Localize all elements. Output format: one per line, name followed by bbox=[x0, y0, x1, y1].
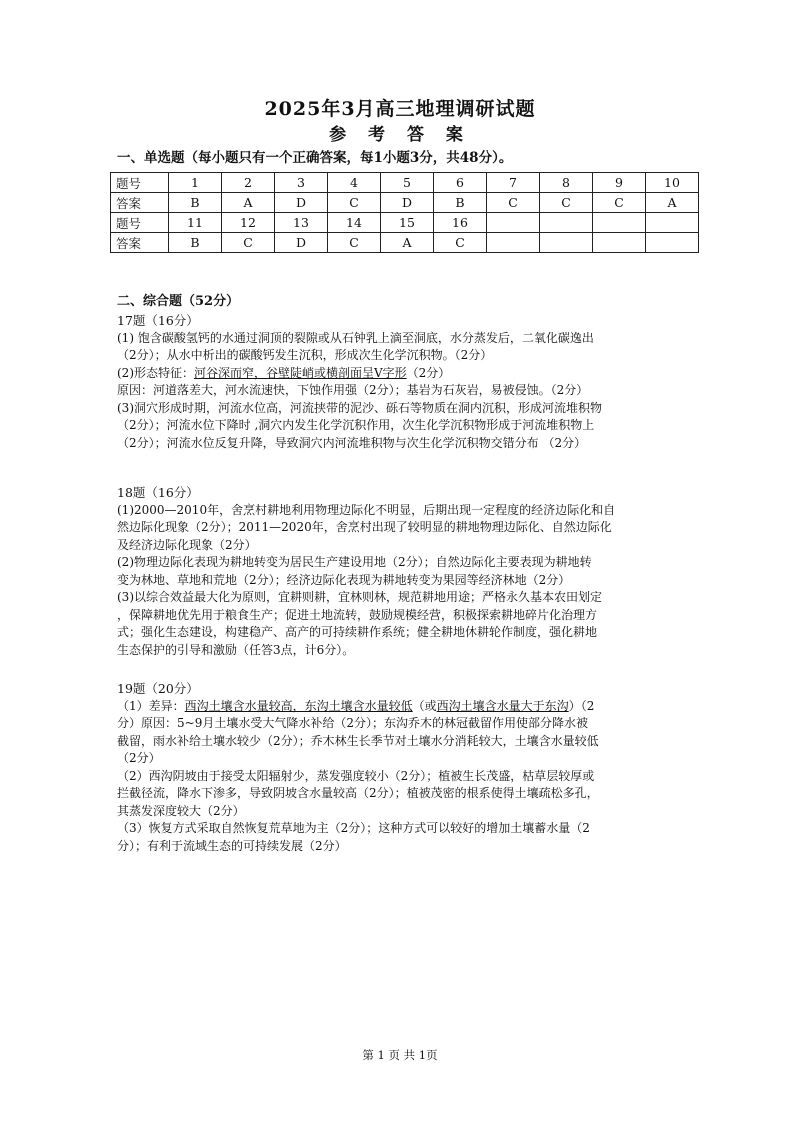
section2-heading: 二、综合题（52分） bbox=[117, 294, 240, 309]
answer-table-cell: 2 bbox=[222, 173, 275, 193]
answer-table-cell: D bbox=[275, 193, 328, 213]
answer-table-cell: B bbox=[169, 193, 222, 213]
question-19 bbox=[117, 680, 687, 855]
q17-line: （2分）；从水中析出的碳酸钙发生沉积，形成次生化学沉积物。（2分） bbox=[117, 348, 493, 362]
q19-line: （2）西沟阴坡由于接受太阳辐射少，蒸发强度较小（2分）；植被生长茂盛，枯草层较厚或 bbox=[117, 768, 595, 783]
question-18 bbox=[117, 484, 687, 659]
q19-line: （3）恢复方式采取自然恢复荒草地为主（2分）；这种方式可以较好的增加土壤蓄水量（2 bbox=[117, 821, 590, 835]
answer-table-cell: 6 bbox=[434, 173, 487, 193]
q19-line: （2分） bbox=[117, 751, 161, 765]
answer-table-cell: C bbox=[328, 233, 381, 253]
answer-table-cell: C bbox=[328, 193, 381, 213]
answer-table-cell bbox=[593, 233, 646, 253]
answer-table-cell bbox=[487, 213, 540, 233]
question-17 bbox=[117, 312, 687, 452]
answer-table-row-label: 题号 bbox=[111, 173, 169, 193]
answer-table-cell bbox=[540, 233, 593, 253]
answer-table-cell bbox=[646, 233, 699, 253]
q17-label: (2)形态特征： bbox=[117, 365, 194, 380]
q19-text: （或 bbox=[412, 698, 437, 713]
q17-line: (1) 饱含碳酸氢钙的水通过洞顶的裂隙或从石钟乳上滴至洞底，水分蒸发后，二氧化碳逸出 bbox=[117, 330, 594, 345]
q17-line bbox=[117, 365, 687, 383]
answer-table-cell: 7 bbox=[487, 173, 540, 193]
answer-table-cell: B bbox=[434, 193, 487, 213]
q18-line: 式；强化生态建设，构建稳产、高产的可持续耕作系统；健全耕地休耕轮作制度，强化耕地 bbox=[117, 625, 598, 639]
answer-table-row bbox=[111, 233, 699, 253]
answer-table-cell: 5 bbox=[381, 173, 434, 193]
page-title: 2025年3月高三地理调研试题 bbox=[264, 98, 536, 120]
q19-line: 拦截径流，降水下渗多，导致阴坡含水量较高（2分）；植被茂密的根系使得土壤疏松多孔， bbox=[117, 786, 599, 800]
answer-table-cell: 11 bbox=[169, 213, 222, 233]
page-subtitle: 参 考 答 案 bbox=[329, 125, 471, 145]
q17-line: （2分）；河流水位下降时 ,洞穴内发生化学沉积作用，次生化学沉积物形成于河流堆积物上 bbox=[117, 418, 595, 432]
answer-table-cell: D bbox=[381, 193, 434, 213]
answer-table-cell bbox=[593, 213, 646, 233]
answer-table-cell: C bbox=[434, 233, 487, 253]
page-footer: 第 1 页 共 1页 bbox=[362, 1048, 438, 1062]
answer-table-cell: 3 bbox=[275, 173, 328, 193]
q18-line: 及经济边际化现象（2分） bbox=[117, 537, 257, 552]
question-19-title: 19题（20分） bbox=[117, 681, 199, 696]
answer-table-row bbox=[111, 193, 699, 213]
q19-line: 截留，雨水补给土壤水较少（2分）；乔木林生长季节对土壤水分消耗较大，土壤含水量较低 bbox=[117, 733, 599, 748]
q18-line: 生态保护的引导和激励（任答3点，计6分）。 bbox=[117, 642, 355, 657]
q18-line: 变为林地、草地和荒地（2分）；经济边际化表现为耕地转变为果园等经济林地（2分） bbox=[117, 572, 571, 587]
answer-table-cell: C bbox=[222, 233, 275, 253]
answer-table-cell: C bbox=[487, 193, 540, 213]
answer-table-cell: C bbox=[540, 193, 593, 213]
answer-table-cell: 4 bbox=[328, 173, 381, 193]
q17-line: （2分）；河流水位反复升降，导致洞穴内河流堆积物与次生化学沉积物交错分布 （2分） bbox=[117, 435, 587, 450]
answer-table bbox=[110, 172, 699, 253]
answer-table-cell: 16 bbox=[434, 213, 487, 233]
answer-table-cell bbox=[646, 213, 699, 233]
question-18-title: 18题（16分） bbox=[117, 485, 199, 500]
answer-table-cell: D bbox=[275, 233, 328, 253]
q19-underlined-answer: 西沟土壤含水量较高，东沟土壤含水量较低 bbox=[184, 698, 413, 713]
answer-table-cell: 12 bbox=[222, 213, 275, 233]
answer-table-cell: 14 bbox=[328, 213, 381, 233]
q19-label: （1）差异： bbox=[117, 698, 185, 713]
answer-table-row-label: 答案 bbox=[111, 233, 169, 253]
answer-table-row bbox=[111, 213, 699, 233]
q17-score: （2分） bbox=[406, 365, 451, 380]
answer-table-cell: 13 bbox=[275, 213, 328, 233]
answer-table-cell bbox=[487, 233, 540, 253]
q18-line: ，保障耕地优先用于粮食生产；促进土地流转，鼓励规模经营，积极探索耕地碎片化治理方 bbox=[117, 607, 598, 622]
q19-score: ）（2 bbox=[568, 698, 595, 713]
answer-table-cell: 15 bbox=[381, 213, 434, 233]
q19-line bbox=[117, 698, 687, 716]
answer-table-cell: 8 bbox=[540, 173, 593, 193]
answer-table-cell: A bbox=[381, 233, 434, 253]
q17-line: 原因：河道落差大，河水流速快，下蚀作用强（2分）；基岩为石灰岩，易被侵蚀。（2分） bbox=[117, 383, 589, 397]
answer-table-cell: A bbox=[646, 193, 699, 213]
q18-line: (1)2000—2010年，舍烹村耕地利用物理边际化不明显，后期出现一定程度的经济边际化和自 bbox=[117, 502, 616, 517]
answer-table-cell: 9 bbox=[593, 173, 646, 193]
answer-table-cell: C bbox=[593, 193, 646, 213]
q18-line: 然边际化现象（2分）；2011—2020年，舍烹村出现了较明显的耕地物理边际化、自然边际化 bbox=[117, 520, 612, 534]
section1-heading: 一、单选题（每小题只有一个正确答案，每1小题3分，共48分）。 bbox=[117, 150, 513, 166]
question-17-title: 17题（16分） bbox=[117, 313, 199, 328]
q19-line: 其蒸发深度较大（2分） bbox=[117, 803, 245, 818]
answer-table-cell: A bbox=[222, 193, 275, 213]
q19-underlined-alt-answer: 西沟土壤含水量大于东沟 bbox=[436, 698, 569, 713]
answer-table-cell bbox=[540, 213, 593, 233]
answer-table-row-label: 题号 bbox=[111, 213, 169, 233]
q19-line: 分）；有利于流域生态的可持续发展（2分） bbox=[117, 838, 347, 853]
q18-line: (3)以综合效益最大化为原则，宜耕则耕，宜林则林，规范耕地用途；严格永久基本农田划定 bbox=[117, 590, 603, 604]
answer-table-row bbox=[111, 173, 699, 193]
q17-line: (3)洞穴形成时期，河流水位高，河流挟带的泥沙、砾石等物质在洞内沉积，形成河流堆积物 bbox=[117, 400, 603, 415]
q18-line: (2)物理边际化表现为耕地转变为居民生产建设用地（2分）；自然边际化主要表现为耕地转 bbox=[117, 555, 592, 569]
answer-table-cell: B bbox=[169, 233, 222, 253]
answer-table-cell: 1 bbox=[169, 173, 222, 193]
q17-underlined-answer: 河谷深而窄，谷壁陡峭或横剖面呈V字形 bbox=[194, 365, 407, 380]
answer-table-cell: 10 bbox=[646, 173, 699, 193]
q19-line: 分）原因：5~9月土壤水受大气降水补给（2分）；东沟乔木的林冠截留作用使部分降水被 bbox=[117, 716, 588, 730]
answer-table-row-label: 答案 bbox=[111, 193, 169, 213]
